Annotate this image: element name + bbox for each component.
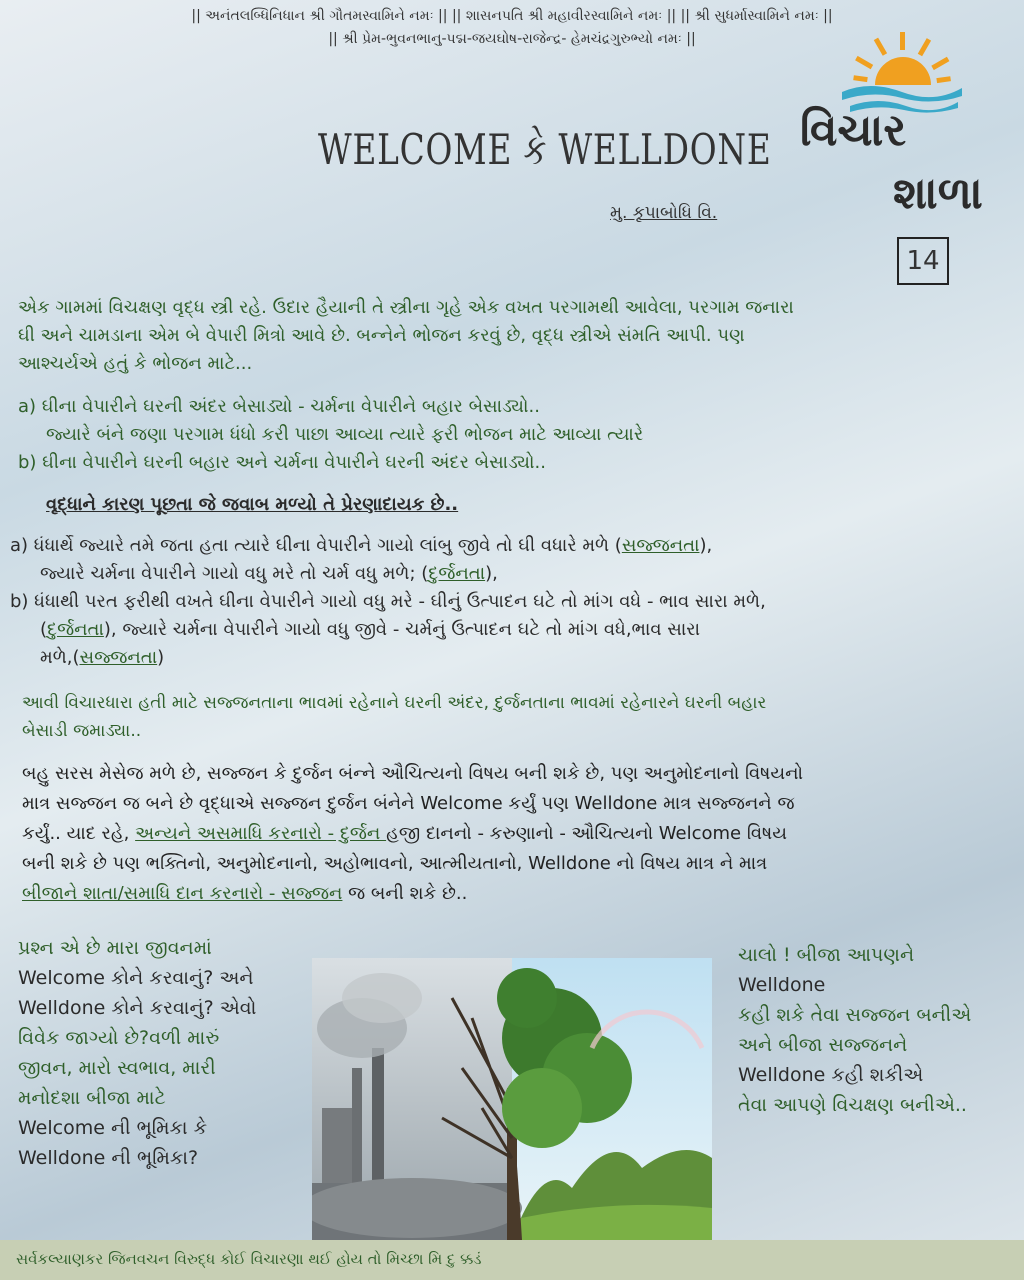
issue-number-badge: 14: [897, 237, 949, 285]
message-line: ચાલો ! બીજા આપણને: [738, 944, 915, 966]
mantra-line-2: || શ્રી પ્રેમ-ભુવનભાનુ-પદ્મ-જયઘોષ-રાજેન્દ્ર- હેમચંદ્રગુરુભ્યો નમઃ ||: [328, 31, 696, 47]
footer-bar: [0, 1240, 1024, 1280]
footer-text: સર્વકલ્યાણકર જિનવચન વિરુદ્ધ કોઈ વિચારણા થઈ હોય તો મિચ્છા મિ દુ ક્કડં: [16, 1250, 482, 1268]
answer-line: (દુર્જનતા), જ્યારે ચર્મના વેપારીને ગાયો વધુ જીવે - ચર્મનું ઉત્પાદન ઘટે તો માંગ વધે,ભાવ સારા: [40, 619, 701, 640]
sajjan-label: સજ્જનતા: [621, 535, 700, 556]
question-line: Welcome કોને કરવાનું? અને: [18, 967, 254, 989]
answer-list: [10, 532, 1015, 672]
answer-line: b) ધંધાથી પરત ફરીથી વખતે ઘીના વેપારીને ગાયો વધુ મરે - ઘીનું ઉત્પાદન ઘટે તો માંગ વધે - ભાવ સારા મળે,: [10, 591, 766, 612]
question-line: મનોદશા બીજા માટે: [18, 1087, 166, 1109]
question-line: Welcome ની ભૂમિકા કે: [18, 1117, 208, 1139]
durjan-label: દુર્જનતા: [47, 619, 104, 640]
intro-line: ઘી અને ચામડાના એમ બે વેપારી મિત્રો આવે છે. બન્નેને ભોજન કરવું છે, વૃદ્ધ સ્ત્રીએ સંમતિ આપી. પણ: [18, 325, 745, 346]
first-list: [18, 393, 643, 477]
list-item-b: b) ઘીના વેપારીને ઘરની બહાર અને ચર્મના વેપારીને ઘરની અંદર બેસાડ્યો..: [18, 452, 546, 473]
main-message-paragraph: બહુ સરસ મેસેજ મળે છે, સજ્જન કે દુર્જન બંન્ને ઔચિત્યનો વિષય બની શકે છે, પણ અનુમોદનાનો વિષયનો માત્ર સજ્જન જ બને છે વૃદ્ધાએ સજ્જન દુર્જન બંનેને Welcome કર્યું પણ Welldone માત્ર સજ્જનને જ કર્યું.. યાદ રહે, અન્યને અસમાધિ કરનારો - દુર્જન હજી દાનનો - કરુણાનો - ઔચિત્યનો Welcome વિષય બની શકે છે પણ ભક્તિનો, અનુમોદનાનો, અહોભાવનો, આત્મીયતાનો, Welldone નો વિષય માત્ર ને માત્ર બીજાને શાતા/સમાધિ દાન કરનારો - સજ્જન જ બની શકે છે..: [22, 763, 803, 904]
subheading: વૃદ્ધાને કારણ પૂછતા જે જવાબ મળ્યો તે પ્રેરણાદાયક છે..: [46, 494, 459, 515]
question-line: Welldone ની ભૂમિકા?: [18, 1147, 199, 1169]
conclusion-paragraph: આવી વિચારધારા હતી માટે સજ્જનતાના ભાવમાં રહેનાને ઘરની અંદર, દુર્જનતાના ભાવમાં રહેનારને ઘરની બહાર બેસાડી જમાડ્યા..: [22, 693, 767, 741]
message-line: Welldone કહી શકીએ: [738, 1064, 924, 1086]
intro-line: આશ્ચર્યએ હતું કે ભોજન માટે...: [18, 353, 253, 374]
message-block: [738, 940, 1023, 1120]
sajjan-definition: બીજાને શાતા/સમાધિ દાન કરનારો - સજ્જન: [22, 883, 343, 904]
tree-face-illustration: [312, 958, 712, 1240]
question-line: Welldone કોને કરવાનું? એવો: [18, 997, 257, 1019]
answer-line: મળે,(સજ્જનતા): [40, 647, 165, 668]
question-block: [18, 933, 318, 1173]
question-line: પ્રશ્ન એ છે મારા જીવનમાં: [18, 937, 212, 959]
intro-line: એક ગામમાં વિચક્ષણ વૃદ્ધ સ્ત્રી રહે. ઉદાર હૈયાની તે સ્ત્રીના ગૃહે એક વખત પરગામથી આવેલા, પરગામ જનારા: [18, 297, 794, 318]
durjan-definition: અન્યને અસમાધિ કરનારો - દુર્જન: [135, 823, 387, 844]
list-item-a: a) ઘીના વેપારીને ઘરની અંદર બેસાડ્યો - ચર્મના વેપારીને બહાર બેસાડ્યો..: [18, 396, 540, 417]
sajjan-label: સજ્જનતા: [79, 647, 158, 668]
question-line: જીવન, મારો સ્વભાવ, મારી: [18, 1057, 216, 1079]
article-title: WELCOME કે WELLDONE: [318, 125, 772, 174]
intro-paragraph: [18, 294, 1018, 378]
logo-text-vichar: વિચાર: [800, 105, 907, 156]
answer-line: a) ધંધાર્થે જ્યારે તમે જતા હતા ત્યારે ઘીના વેપારીને ગાયો લાંબુ જીવે તો ઘી વધારે મળે (સજ્જનતા),: [10, 535, 713, 556]
pollution-vs-nature-icon: [312, 958, 712, 1240]
author-name: મુ. કૃપાબોધિ વિ.: [610, 203, 718, 223]
message-line: અને બીજા સજ્જનને: [738, 1034, 908, 1056]
answer-line: જ્યારે ચર્મના વેપારીને ગાયો વધુ મરે તો ચર્મ વધુ મળે; (દુર્જનતા),: [40, 563, 498, 584]
mantra-line-1: || અનંતલબ્ધિનિધાન શ્રી ગૌતમસ્વામિને નમઃ || || શાસનપતિ શ્રી મહાવીરસ્વામિને નમઃ || || શ્રી સુધર્માસ્વામિને નમઃ ||: [191, 8, 833, 24]
question-line: વિવેક જાગ્યો છે?વળી મારું: [18, 1027, 220, 1049]
message-line: કહી શકે તેવા સજ્જન બનીએ: [738, 1004, 972, 1026]
durjan-label: દુર્જનતા: [428, 563, 486, 584]
message-line: તેવા આપણે વિચક્ષણ બનીએ..: [738, 1094, 967, 1116]
list-item-a-continuation: જ્યારે બંને જણા પરગામ ધંધો કરી પાછા આવ્યા ત્યારે ફરી ભોજન માટે આવ્યા ત્યારે: [46, 424, 644, 445]
logo-text-shala: શાળા: [893, 168, 983, 219]
message-line: Welldone: [738, 974, 826, 996]
